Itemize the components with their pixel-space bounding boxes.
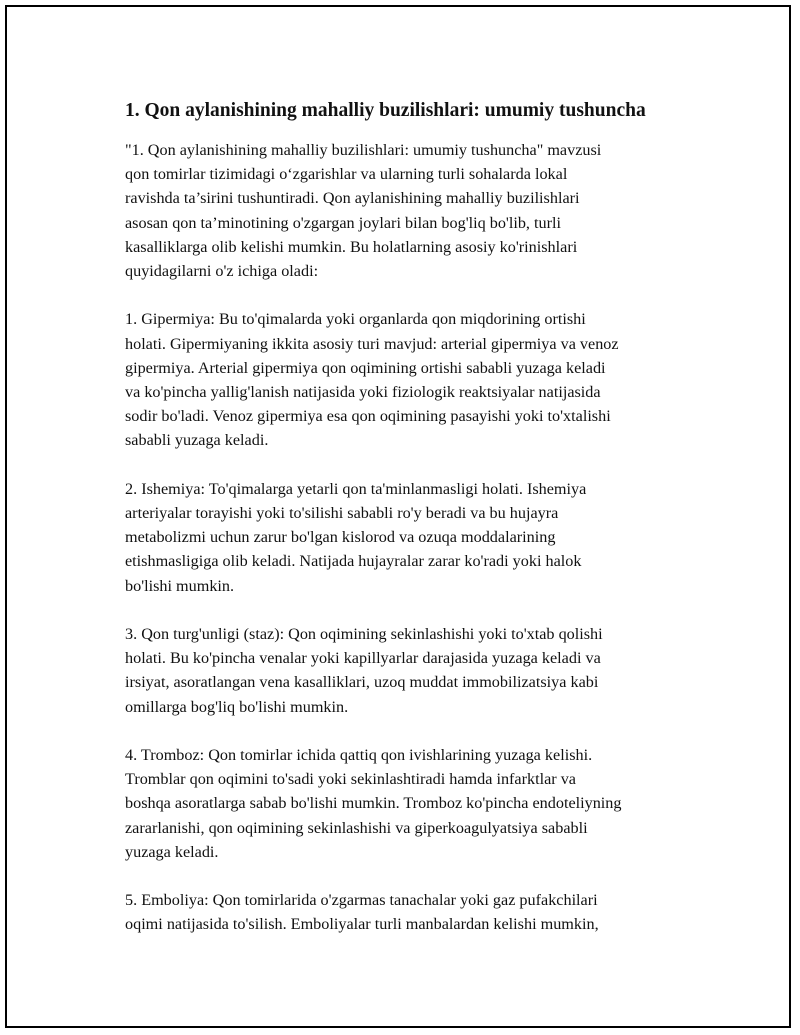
paragraph-staz: 3. Qon turg'unligi (staz): Qon oqimining sekinlashishi yoki to'xtab qolishi holati. Bu ko'pincha venalar yoki kapillyarlar darajasida yuzaga keladi va irsiyat, asoratlangan vena kasalliklari, uzoq muddat immobilizatsiya kabi omillarga bog'liq bo'lishi mumkin. [125, 625, 603, 716]
paragraph-ishemiya: 2. Ishemiya: To'qimalarga yetarli qon ta'minlanmasligi holati. Ishemiya arteriyalar torayishi yoki to'silishi sababli ro'y beradi va bu hujayra metabolizmi uchun zarur bo'lgan kislorod va ozuqa moddalarining etishmasligiga olib keladi. Natijada hujayralar zarar ko'radi yoki halok bo'lishi mumkin. [125, 479, 587, 595]
document-body [125, 98, 705, 961]
paragraph-gipermiya: 1. Gipermiya: Bu to'qimalarda yoki organlarda qon miqdorining ortishi holati. Gipermiyaning ikkita asosiy turi mavjud: arterial gipermiya va venoz gipermiya. Arterial gipermiya qon oqimining ortishi sababli yuzaga keladi va ko'pincha yallig'lanish natijasida yoki fiziologik reaktsiyalar natijasida sodir bo'ladi. Venoz gipermiya esa qon oqimining pasayishi yoki to'xtalishi sababli yuzaga keladi. [125, 310, 619, 450]
intro-paragraph: "1. Qon aylanishining mahalliy buzilishlari: umumiy tushuncha" mavzusi qon tomirlar tizimidagi o‘zgarishlar va ularning turli sohalarda lokal ravishda ta’sirini tushuntiradi. Qon aylanishining mahalliy buzilishlari asosan qon ta’minotining o'zgargan joylari bilan bog'liq bo'lib, turli kasalliklarga olib kelishi mumkin. Bu holatlarning asosiy ko'rinishlari quyidagilarni o'z ichiga oladi: [125, 141, 602, 281]
paragraph-tromboz: 4. Tromboz: Qon tomirlar ichida qattiq qon ivishlarining yuzaga kelishi. Tromblar qon oqimini to'sadi yoki sekinlashtiradi hamda infarktlar va boshqa asoratlarga sabab bo'lishi mumkin. Tromboz ko'pincha endoteliyning zararlanishi, qon oqimining sekinlashishi va giperkoagulyatsiya sababli yuzaga keladi. [125, 746, 622, 861]
paragraph-emboliya: 5. Emboliya: Qon tomirlarida o'zgarmas tanachalar yoki gaz pufakchilari oqimi natijasida to'silish. Emboliyalar turli manbalardan kelishi mumkin, [125, 891, 599, 934]
document-heading: 1. Qon aylanishining mahalliy buzilishlari: umumiy tushuncha [125, 100, 646, 121]
page-frame [5, 5, 791, 1028]
